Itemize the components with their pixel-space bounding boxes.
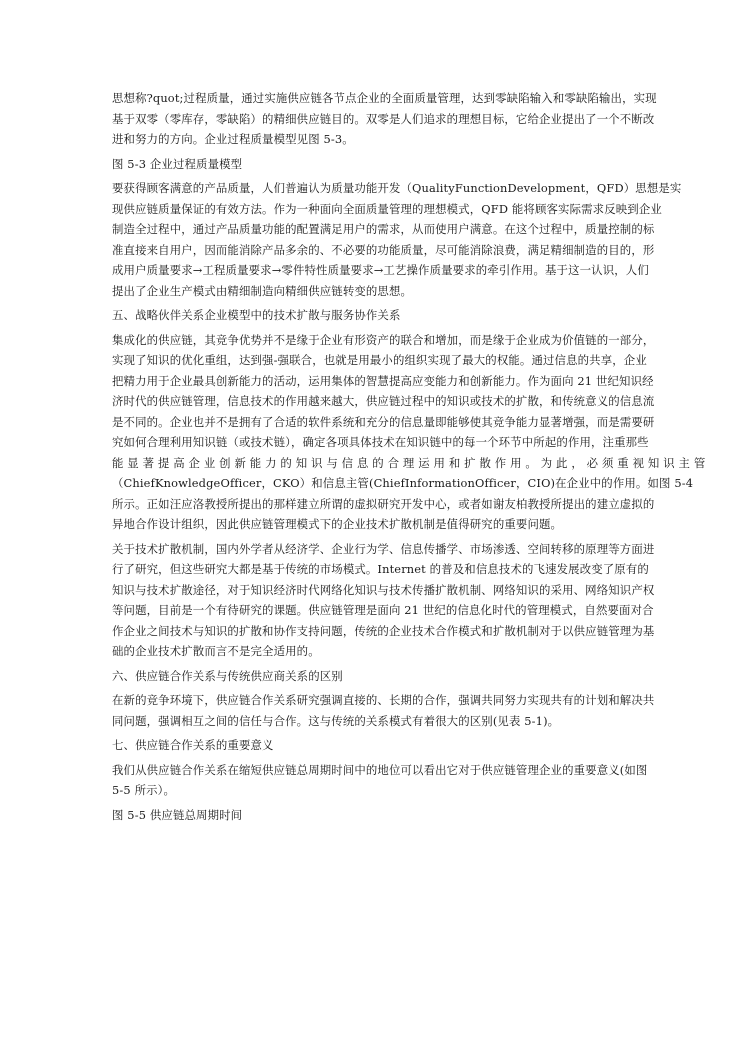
text-line: 等问题，目前是一个有待研究的课题。供应链管理是面向 21 世纪的信息化时代的管理模式，自然要面对合: [112, 603, 654, 617]
text-line: 5-5 所示）。: [112, 783, 176, 797]
section-heading-7: [112, 735, 636, 756]
text-line: 我们从供应链合作关系在缩短供应链总周期时间中的地位可以看出它对于供应链管理企业的重要意义(如图: [112, 762, 648, 777]
figure-caption: 图 5-5 供应链总周期时间: [112, 807, 243, 822]
section-heading: 七、供应链合作关系的重要意义: [112, 738, 274, 752]
para-integrated-supply-chain: [112, 330, 706, 535]
text-line: 成用户质量要求→工程质量要求→零件特性质量要求→工艺操作质量要求的牵引作用。基于这一认识，人们: [112, 263, 649, 277]
text-line: 要获得顾客满意的产品质量，人们普遍认为质量功能开发（QualityFunctionDevelopment，QFD）思想是实: [112, 181, 682, 195]
text-line: 同问题，强调相互之间的信任与合作。这与传统的关系模式有着很大的区别(见表 5-1)。: [112, 713, 560, 728]
section-heading-5: [112, 305, 636, 326]
text-line: 异地合作设计组织，因此供应链管理模式下的企业技术扩散机制是值得研究的重要问题。: [112, 517, 563, 531]
para-significance: [112, 760, 648, 801]
para-quality-process: [112, 88, 657, 150]
text-line: （ChiefKnowledgeOfficer，CKO）和信息主管(ChiefInformationOfficer，CIO)在企业中的作用。如图 5-4: [112, 476, 694, 490]
para-tech-diffusion: [112, 539, 655, 662]
section-heading: 六、供应链合作关系与传统供应商关系的区别: [112, 668, 343, 683]
text-line: 在新的竞争环境下，供应链合作关系研究强调直接的、长期的合作，强调共同努力实现共有的计划和解决共: [112, 693, 655, 707]
text-line: 所示。正如汪应洛教授所提出的那样建立所谓的虚拟研究开发中心，或者如谢友柏教授所提出的建立虚拟的: [112, 496, 655, 511]
text-line: 准直接来自用户，因而能消除产品多余的、不必要的功能质量，尽可能消除浪费，满足精细制造的目的，形: [112, 242, 655, 257]
text-line: 作企业之间技术与知识的扩散和协作支持问题，传统的企业技术合作模式和扩散机制对于以供应链管理为基: [112, 623, 655, 638]
figure-caption: 图 5-3 企业过程质量模型: [112, 156, 243, 171]
text-line: 集成化的供应链，其竞争优势并不是缘于企业有形资产的联合和增加，而是缘于企业成为价值链的一部分，: [112, 332, 655, 347]
document-page: [112, 88, 706, 825]
section-heading-6: [112, 666, 636, 687]
text-line: 知识与技术扩散途径，对于知识经济时代网络化知识与技术传播扩散机制、网络知识的采用、网络知识产权: [112, 582, 655, 597]
text-line: 行了研究，但这些研究大都是基于传统的市场模式。Internet 的普及和信息技术的飞速发展改变了原有的: [112, 562, 649, 576]
text-line: 究如何合理利用知识链（或技术链），确定各项具体技术在知识链中的每一个环节中所起的作用，注重那些: [112, 435, 649, 449]
text-line: 思想称?quot;过程质量，通过实施供应链各节点企业的全面质量管理，达到零缺陷输入和零缺陷输出，实现: [112, 91, 657, 105]
text-line: 现供应链质量保证的有效方法。作为一种面向全面质量管理的理想模式，QFD 能将顾客实际需求反映到企业: [112, 201, 662, 216]
text-line: 实现了知识的优化重组，达到强-强联合，也就是用最小的组织实现了最大的权能。通过信息的共享，企业: [112, 353, 647, 367]
text-line: 济时代的供应链管理，信息技术的作用越来越大，供应链过程中的知识或技术的扩散，和传统意义的信息流: [112, 394, 655, 408]
text-line: 基于双零（零库存，零缺陷）的精细供应链目的。双零是人们追求的理想目标，它给企业提出了一个不断改: [112, 111, 655, 126]
text-line: 提出了企业生产模式由精细制造向精细供应链转变的思想。: [112, 283, 413, 298]
para-qfd: [112, 178, 682, 301]
text-line: 把精力用于企业最具创新能力的活动，运用集体的智慧提高应变能力和创新能力。作为面向 21 世纪知识经: [112, 373, 654, 388]
text-line: 是不同的。企业也并不是拥有了合适的软件系统和充分的信息量即能够使其竞争能力显著增强，而是需要研: [112, 414, 655, 429]
para-partnership-difference: [112, 690, 655, 731]
text-line: 制造全过程中，通过产品质量功能的配置满足用户的需求，从而使用户满意。在这个过程中，质量控制的标: [112, 222, 655, 236]
text-line: 进和努力的方向。企业过程质量模型见图 5-3。: [112, 132, 354, 146]
text-line: 能 显 著 提 高 企 业 创 新 能 力 的 知 识 与 信 息 的 合 理 运 用 和 扩 散 作 用 。 为 此 ， 必 须 重 视 知 识 主 管: [112, 455, 706, 470]
text-line: 础的企业技术扩散而言不是完全适用的。: [112, 644, 320, 658]
section-heading: 五、战略伙伴关系企业模型中的技术扩散与服务协作关系: [112, 308, 401, 322]
figure-caption-5-3: [112, 154, 636, 175]
text-line: 关于技术扩散机制，国内外学者从经济学、企业行为学、信息传播学、市场渗透、空间转移的原理等方面进: [112, 541, 655, 556]
figure-caption-5-5: [112, 805, 636, 826]
